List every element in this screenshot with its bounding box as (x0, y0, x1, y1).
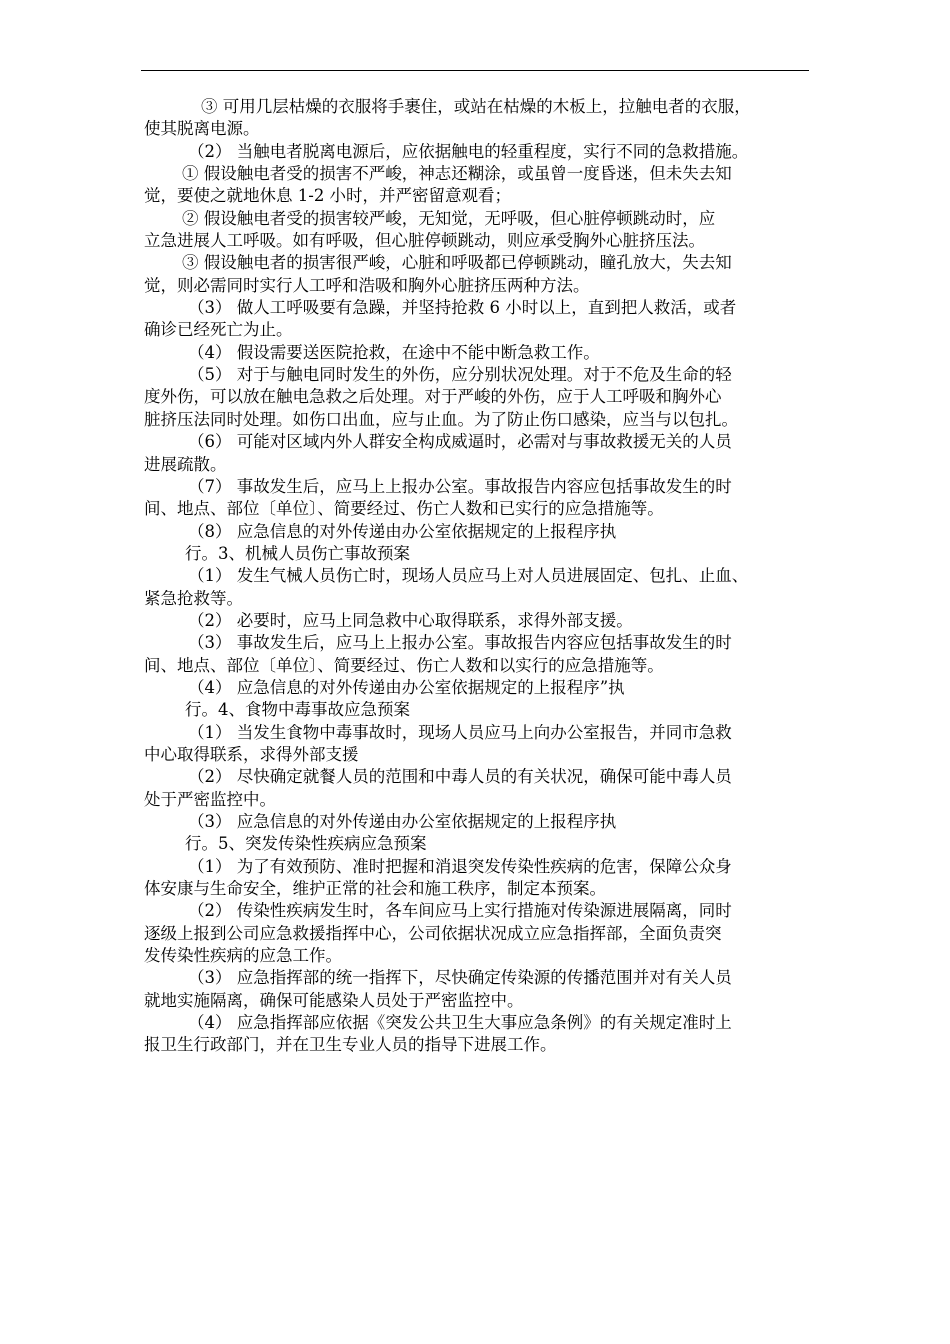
document-body (144, 96, 814, 1057)
text-line: （8） 应急信息的对外传递由办公室依据规定的上报程序执 (188, 521, 617, 541)
text-line: （3） 事故发生后，应马上上报办公室。事故报告内容应包括事故发生的时 (188, 633, 732, 653)
text-line: （3） 做人工呼吸要有急躁，并坚持抢救 6 小时以上，直到把人救活，或者 (188, 298, 737, 318)
text-line: 发传染性疾病的应急工作。 (144, 946, 342, 966)
text-line: 进展疏散。 (144, 454, 227, 474)
text-line: （1） 发生气械人员伤亡时，现场人员应马上对人员进展固定、包扎、止血、 (188, 566, 749, 586)
text-line: ① 假设触电者受的损害不严峻，神志还糊涂，或虽曾一度昏迷，但未失去知 (182, 164, 732, 184)
text-line: （1） 为了有效预防、准时把握和消退突发传染性疾病的危害，保障公众身 (188, 856, 732, 876)
text-line: （4） 假设需要送医院抢救，在途中不能中断急救工作。 (188, 342, 600, 362)
text-line: 紧急抢救等。 (144, 588, 243, 608)
text-line: 行。4、食物中毒事故应急预案 (185, 700, 410, 720)
text-line: 间、地点、部位〔单位〕、简要经过、伤亡人数和以实行的应急措施等。 (144, 655, 664, 675)
text-line: 行。5、突发传染性疾病应急预案 (185, 834, 427, 854)
text-line: 逐级上报到公司应急救援指挥中心，公司依据状况成立应急指挥部，全面负责突 (144, 923, 722, 943)
text-line: ③ 假设触电者的损害很严峻，心脏和呼吸都已停顿跳动，瞳孔放大，失去知 (182, 253, 732, 273)
text-line: （5） 对于与触电同时发生的外伤，应分别状况处理。对于不危及生命的轻 (188, 365, 732, 385)
text-line: （3） 应急指挥部的统一指挥下，尽快确定传染源的传播范围并对有关人员 (188, 968, 732, 988)
text-line: 中心取得联系，求得外部支援 (144, 744, 359, 764)
text-line: 体安康与生命安全，维护正常的社会和施工秩序，制定本预案。 (144, 879, 606, 899)
text-line: 间、地点、部位〔单位〕、简要经过、伤亡人数和已实行的应急措施等。 (144, 499, 664, 519)
text-line: （3） 应急信息的对外传递由办公室依据规定的上报程序执 (188, 812, 617, 831)
text-line: （2） 传染性疾病发生时，各车间应马上实行措施对传染源进展隔离，同时 (188, 901, 732, 921)
text-line: （4） 应急指挥部应依据《突发公共卫生大事应急条例》的有关规定准时上 (188, 1013, 732, 1033)
text-line: （2） 必要时，应马上同急救中心取得联系，求得外部支援。 (188, 610, 633, 630)
text-line: （7） 事故发生后，应马上上报办公室。事故报告内容应包括事故发生的时 (188, 476, 732, 496)
text-line: 就地实施隔离，确保可能感染人员处于严密监控中。 (144, 990, 524, 1010)
text-line: 使其脱离电源。 (144, 119, 260, 139)
text-line: （1） 当发生食物中毒事故时，现场人员应马上向办公室报告，并同市急救 (188, 722, 732, 742)
text-line: ② 假设触电者受的损害较严峻，无知觉，无呼吸，但心脏停顿跳动时，应 (182, 208, 716, 228)
text-line: （2） 当触电者脱离电源后，应依据触电的轻重程度，实行不同的急救措施。 (188, 141, 749, 161)
text-line: ③ 可用几层枯燥的衣服将手裹住，或站在枯燥的木板上，拉触电者的衣服， (201, 97, 751, 116)
text-line: 报卫生行政部门，并在卫生专业人员的指导下进展工作。 (144, 1035, 557, 1055)
text-line: （4） 应急信息的对外传递由办公室依据规定的上报程序”执 (188, 677, 625, 697)
header-rule (141, 70, 809, 71)
text-line: 觉，要使之就地休息 1-2 小时，并严密留意观看； (144, 186, 512, 206)
text-line: 行。3、机械人员伤亡事故预案 (185, 543, 410, 563)
text-line: 脏挤压法同时处理。如伤口出血，应与止血。为了防止伤口感染，应当与以包扎。 (144, 409, 738, 429)
text-line: 处于严密监控中。 (144, 789, 276, 809)
text-line: 觉，则必需同时实行人工呼和浩吸和胸外心脏挤压两种方法。 (144, 275, 590, 295)
text-line: （2） 尽快确定就餐人员的范围和中毒人员的有关状况，确保可能中毒人员 (188, 767, 732, 787)
text-line: 度外伤，可以放在触电急救之后处理。对于严峻的外伤，应于人工呼吸和胸外心 (144, 387, 722, 407)
text-line: 确诊已经死亡为止。 (144, 320, 293, 340)
text-line: （6） 可能对区域内外人群安全构成威逼时，必需对与事故救援无关的人员 (188, 432, 732, 452)
text-line: 立急进展人工呼吸。如有呼吸，但心脏停顿跳动，则应承受胸外心脏挤压法。 (144, 231, 705, 251)
